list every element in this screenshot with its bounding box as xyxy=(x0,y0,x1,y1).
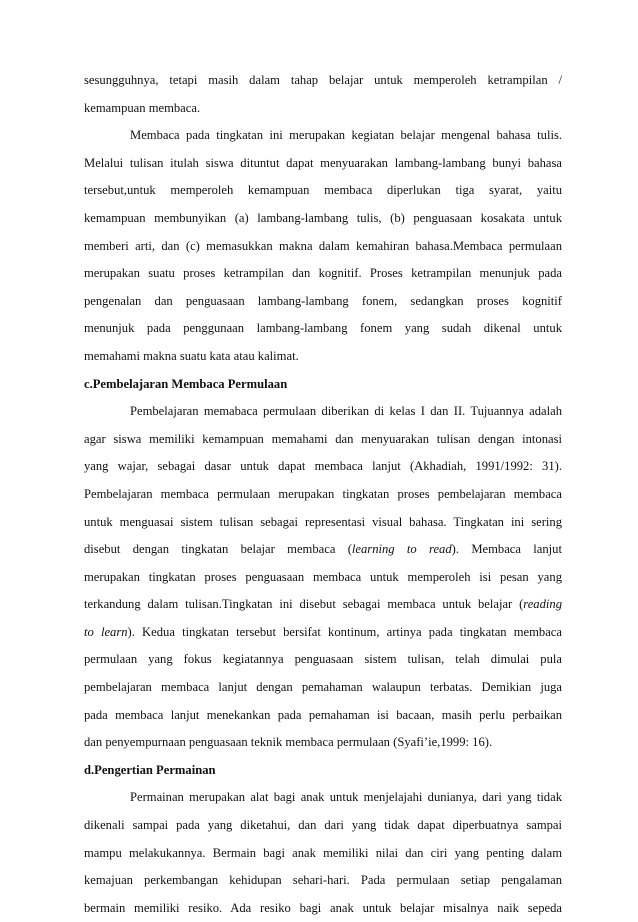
text-line: Membaca pada tingkatan ini merupakan kegiatan belajar mengenal bahasa tulis. xyxy=(130,128,562,143)
text-line: sesungguhnya, tetapi masih dalam tahap belajar untuk memperoleh ketrampilan / xyxy=(84,73,562,87)
italic-term: reading xyxy=(523,597,562,612)
text-line: merupakan tingkatan proses penguasaan membaca untuk memperoleh isi pesan yang xyxy=(84,569,562,584)
text-line: merupakan suatu proses ketrampilan dan kognitif. Proses ketrampilan menunjuk pada xyxy=(84,266,562,281)
text-line: bermain memiliki resiko. Ada resiko bagi anak untuk belajar misalnya naik sepeda xyxy=(84,900,562,915)
text-line: permulaan yang fokus kegiatannya penguasaan sistem tulisan, telah dimulai pula xyxy=(84,652,562,667)
text-line: Pembelajaran membaca permulaan merupakan tingkatan proses pembelajaran membaca xyxy=(84,486,562,501)
text-segment: ). Kedua tingkatan tersebut bersifat kontinum, artinya pada tingkatan membaca xyxy=(127,624,562,639)
text-segment: disebut dengan tingkatan belajar membaca ( xyxy=(84,542,352,557)
text-line: pengenalan dan penguasaan lambang-lambang fonem, sedangkan proses kognitif xyxy=(84,293,562,308)
heading-text: c.Pembelajaran Membaca Permulaan xyxy=(84,376,288,391)
text-line: kemajuan perkembangan kehidupan sehari-hari. Pada permulaan setiap pengalaman xyxy=(84,873,562,888)
text-line xyxy=(84,591,562,619)
text-line: kemampuan membunyikan (a) lambang-lambang tulis, (b) penguasaan kosakata untuk xyxy=(84,210,562,225)
section-heading xyxy=(84,371,562,399)
body-paragraph xyxy=(84,67,562,122)
text-line: kemampuan membaca. xyxy=(84,100,201,115)
text-line: agar siswa memiliki kemampuan memahami dan menyuarakan tulisan dengan intonasi xyxy=(84,431,562,446)
text-line: dikenali sampai pada yang diketahui, dan dari yang tidak dapat diperbuatnya sampai xyxy=(84,818,562,833)
text-line: tersebut,untuk memperoleh kemampuan membaca diperlukan tiga syarat, yaitu xyxy=(84,183,562,198)
text-line: menunjuk pada penggunaan lambang-lambang fonem yang sudah dikenal untuk xyxy=(84,321,562,336)
text-line: memahami makna suatu kata atau kalimat. xyxy=(84,348,299,363)
body-paragraph xyxy=(84,784,562,922)
text-line: memberi arti, dan (c) memasukkan makna dalam kemahiran bahasa.Membaca permulaan xyxy=(84,238,562,253)
italic-term: learning to read xyxy=(351,542,452,557)
italic-term: to learn xyxy=(84,624,128,639)
text-line xyxy=(84,619,562,647)
text-line: dan penyempurnaan penguasaan teknik membaca permulaan (Syafi’ie,1999: 16). xyxy=(84,735,493,750)
heading-text: d.Pengertian Permainan xyxy=(84,762,216,777)
section-heading xyxy=(84,757,562,785)
body-paragraph xyxy=(84,122,562,370)
text-line: Melalui tulisan itulah siswa dituntut dapat menyuarakan lambang-lambang bunyi bahasa xyxy=(84,155,562,170)
text-line: Pembelajaran memabaca permulaan diberikan di kelas I dan II. Tujuannya adalah xyxy=(130,404,562,419)
text-line xyxy=(84,536,562,564)
text-segment: ). Membaca lanjut xyxy=(451,542,562,557)
body-paragraph xyxy=(84,398,562,757)
text-line: pada membaca lanjut menekankan pada pemahaman isi bacaan, masih perlu perbaikan xyxy=(84,707,562,722)
text-segment: terkandung dalam tulisan.Tingkatan ini disebut sebagai membaca untuk belajar ( xyxy=(84,597,524,612)
text-line: Permainan merupakan alat bagi anak untuk menjelajahi dunianya, dari yang tidak xyxy=(130,790,562,805)
text-line: untuk menguasai sistem tulisan sebagai representasi visual bahasa. Tingkatan ini sering xyxy=(84,514,562,529)
text-line: pembelajaran membaca lanjut dengan pemahaman walaupun terbatas. Demikian juga xyxy=(84,680,562,695)
text-line: yang wajar, sebagai dasar untuk dapat membaca lanjut (Akhadiah, 1991/1992: 31). xyxy=(84,459,562,474)
document-page xyxy=(84,67,562,922)
text-line: mampu melakukannya. Bermain bagi anak memiliki nilai dan ciri yang penting dalam xyxy=(84,845,562,860)
